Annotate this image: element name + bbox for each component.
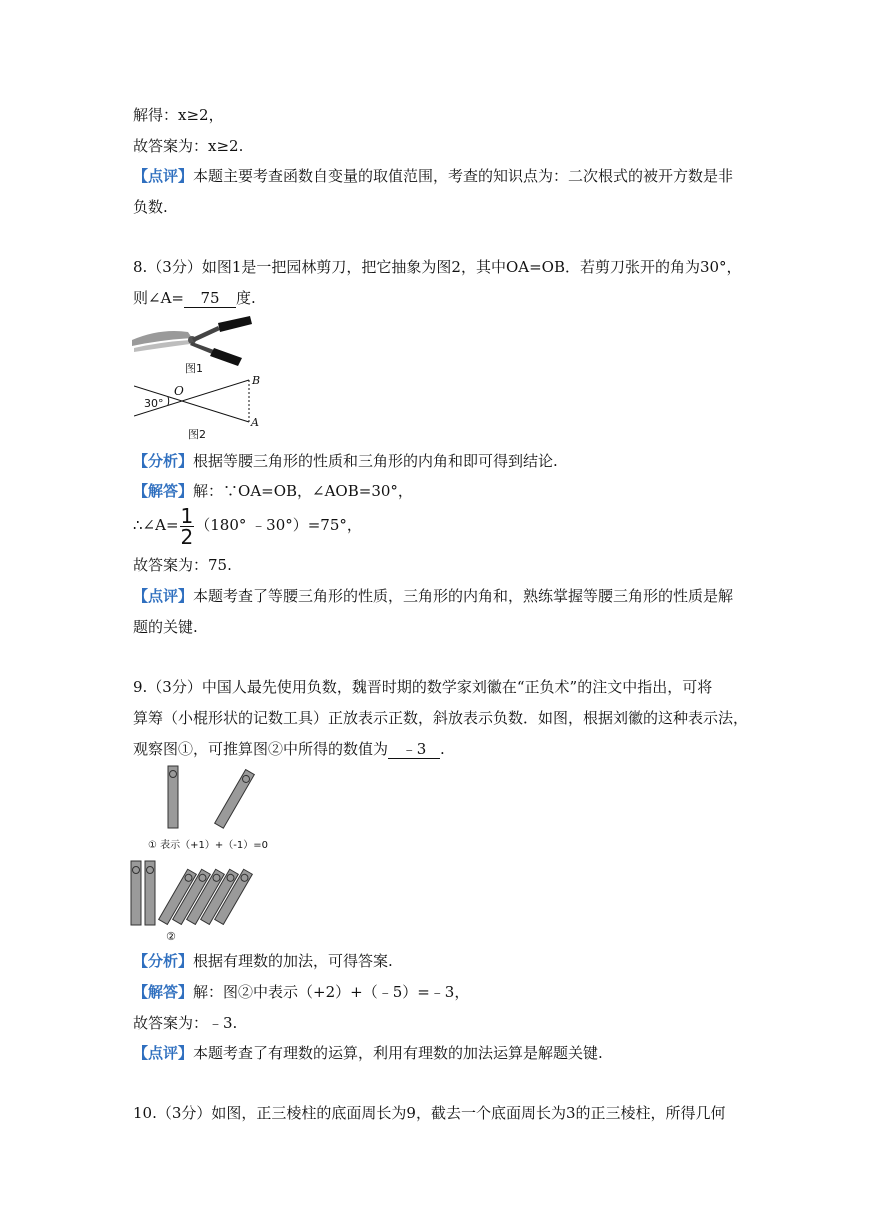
analysis-tag: 【分析】 <box>133 452 194 470</box>
q8-comment <box>133 586 733 606</box>
fig1-caption: ① 表示（+1）+（-1）=0 <box>148 840 268 851</box>
solution-text: 解：∵OA=OB，∠AOB=30°， <box>193 482 413 500</box>
fig1-label: 图1 <box>185 362 203 375</box>
comment-text: 本题考查了等腰三角形的性质，三角形的内角和，熟练掌握等腰三角形的性质是解 <box>193 587 734 605</box>
q9-final-answer: 故答案为：﹣3. <box>133 1014 238 1032</box>
q7-answer-line: 故答案为：x≥2. <box>133 137 244 155</box>
q8-step <box>133 505 362 547</box>
q9-stem-cont: 算筹（小棍形状的记数工具）正放表示正数，斜放表示负数．如图，根据刘徽的这种表示法， <box>133 709 749 727</box>
analysis-tag: 【分析】 <box>133 952 194 970</box>
step-prefix: ∴∠A= <box>133 516 179 534</box>
q9-stem: 9.（3分）中国人最先使用负数，魏晋时期的数学家刘徽在“正负术”的注文中指出，可将 <box>133 678 713 696</box>
solution-tag: 【解答】 <box>133 482 194 500</box>
q8-stem-answer-line <box>133 288 256 308</box>
q8-solution <box>133 481 413 501</box>
fig2-caption: ② <box>166 930 176 943</box>
point-a-label: A <box>251 416 259 429</box>
q8-stem-prefix: 则∠A= <box>133 289 184 307</box>
q7-solution-line: 解得：x≥2， <box>133 106 224 124</box>
solution-text: 解：图②中表示（+2）+（﹣5）=﹣3， <box>193 983 470 1001</box>
q8-final-answer: 故答案为：75. <box>133 556 232 574</box>
q9-comment <box>133 1043 603 1063</box>
counting-rods-figure-1 <box>140 764 270 856</box>
q9-analysis <box>133 951 393 971</box>
q9-stem-suffix: . <box>440 740 445 758</box>
angle-figure <box>134 372 264 442</box>
point-b-label: B <box>252 374 261 387</box>
q8-analysis <box>133 451 558 471</box>
q10-stem: 10.（3分）如图，正三棱柱的底面周长为9，截去一个底面周长为3的正三棱柱，所得几何 <box>133 1104 726 1122</box>
solution-tag: 【解答】 <box>133 983 194 1001</box>
comment-text: 本题考查了有理数的运算，利用有理数的加法运算是解题关键. <box>193 1044 603 1062</box>
angle-label: 30° <box>144 397 164 410</box>
q9-stem-answer-line <box>133 739 445 759</box>
comment-tag: 【点评】 <box>133 1044 194 1062</box>
q9-stem-prefix: 观察图①，可推算图②中所得的数值为 <box>133 740 389 758</box>
q8-comment-cont: 题的关键. <box>133 618 198 636</box>
analysis-text: 根据等腰三角形的性质和三角形的内角和即可得到结论. <box>193 452 558 470</box>
q8-stem-suffix: 度. <box>235 289 256 307</box>
shears-figure <box>130 310 255 376</box>
fraction-numerator: 1 <box>180 503 194 528</box>
comment-tag: 【点评】 <box>133 167 194 185</box>
counting-rods-figure-2 <box>128 858 258 944</box>
q7-comment <box>133 166 733 186</box>
step-suffix: （180° ﹣30°）=75°， <box>195 516 362 534</box>
q8-stem: 8.（3分）如图1是一把园林剪刀，把它抽象为图2，其中OA=OB．若剪刀张开的角为30°， <box>133 258 742 276</box>
comment-text: 本题主要考查函数自变量的取值范围，考查的知识点为：二次根式的被开方数是非 <box>193 167 734 185</box>
fraction <box>180 503 195 549</box>
q7-comment-cont: 负数. <box>133 198 168 216</box>
comment-tag: 【点评】 <box>133 587 194 605</box>
answer-blank: ﹣3 <box>388 740 440 759</box>
fig2-label: 图2 <box>188 428 206 441</box>
q9-solution <box>133 982 469 1002</box>
fraction-denominator: 2 <box>180 524 194 549</box>
answer-blank: 75 <box>184 289 236 308</box>
point-o-label: O <box>174 384 184 398</box>
analysis-text: 根据有理数的加法，可得答案. <box>193 952 393 970</box>
